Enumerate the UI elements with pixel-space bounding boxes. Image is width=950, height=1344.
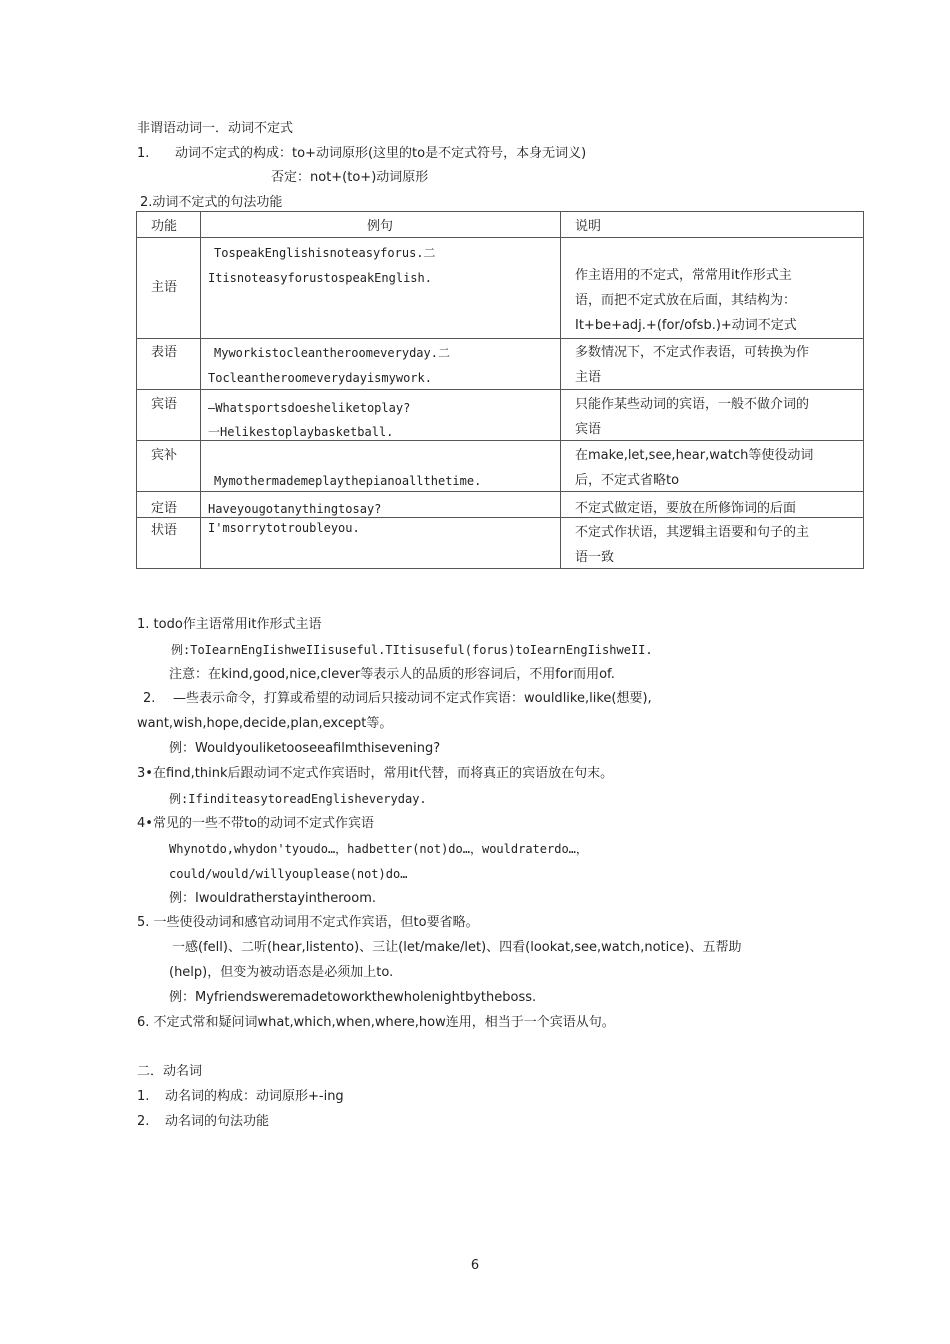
item-number: 2. xyxy=(143,691,156,706)
table-caption: 2.动词不定式的句法功能 xyxy=(140,195,283,210)
note-4-example: 例：Iwouldratherstayintheroom. xyxy=(169,891,376,906)
explanation-cell: 不定式作状语，其逻辑主语要和句子的主 语一致 xyxy=(561,518,864,569)
page-number: 6 xyxy=(470,1258,480,1273)
example-cell: Mymothermademeplaythepianoallthetime. xyxy=(201,441,561,492)
note-5-list: 一感(fell)、二听(hear,listento)、三让(let/make/let)、四看(lookat,see,watch,notice)、五帮助 xyxy=(172,940,742,955)
part-2-heading: 二．动名词 xyxy=(137,1064,203,1079)
note-1: 1. todo作主语常用it作形式主语 xyxy=(137,617,322,632)
note-6: 6. 不定式常和疑问词what,which,when,where,how连用，相当于一个宾语从句。 xyxy=(137,1015,615,1030)
function-cell: 宾补 xyxy=(137,441,201,492)
note-4-list-continued: could/would/willyouplease(not)do… xyxy=(169,867,408,881)
note-3-example: 例:IfinditeasytoreadEnglisheveryday. xyxy=(169,792,427,806)
note-4: 4•常见的一些不带to的动词不定式作宾语 xyxy=(137,816,374,831)
example-cell: TospeakEnglishisnoteasyforus.二 ItisnoteasyforustospeakEnglish. xyxy=(201,238,561,339)
header-function: 功能 xyxy=(137,212,201,238)
item-number: 1. xyxy=(137,146,150,161)
explanation-cell: 只能作某些动词的宾语，一般不做介词的 宾语 xyxy=(561,390,864,441)
table-row xyxy=(137,238,864,339)
table-row xyxy=(137,492,864,518)
example-cell: Haveyougotanythingtosay? xyxy=(201,492,561,518)
note-5: 5. 一些使役动词和感官动词用不定式作宾语，但to要省略。 xyxy=(137,915,479,930)
explanation-cell: 不定式做定语，要放在所修饰词的后面 xyxy=(561,492,864,518)
table-row xyxy=(137,441,864,492)
function-cell: 定语 xyxy=(137,492,201,518)
example-cell: I'msorrytotroubleyou. xyxy=(201,518,561,569)
explanation-cell: 在make,let,see,hear,watch等使役动词 后，不定式省略to xyxy=(561,441,864,492)
function-cell: 状语 xyxy=(137,518,201,569)
note-1-example: 例:ToIearnEngIishweIIisuseful.TItisuseful(forus)toIearnEngIishweII. xyxy=(171,643,653,657)
note-4-list: Whynotdo,whydon'tyoudo…，hadbetter(not)do…，wouldraterdo…， xyxy=(169,842,588,856)
note-2: —些表示命令，打算或希望的动词后只接动词不定式作宾语：wouldlike,like(想要), xyxy=(173,691,652,706)
part-2-item-2: 动名词的句法功能 xyxy=(165,1114,270,1129)
explanation-cell: 多数情况下，不定式作表语，可转换为作 主语 xyxy=(561,339,864,390)
part-2-item-1: 动名词的构成：动词原形+-ing xyxy=(165,1089,344,1104)
example-cell: Myworkistocleantheroomeveryday.二 Tocleantheroomeverydayismywork. xyxy=(201,339,561,390)
header-example: 例句 xyxy=(201,212,561,238)
header-explanation: 说明 xyxy=(561,212,864,238)
function-cell: 主语 xyxy=(137,238,201,339)
item-number: 2. xyxy=(137,1114,150,1129)
note-1-caution: 注意：在kind,good,nice,clever等表示人的品质的形容词后，不用for而用of. xyxy=(169,667,615,682)
table-row xyxy=(137,339,864,390)
section-heading: 非谓语动词一．动词不定式 xyxy=(137,121,294,136)
function-cell: 宾语 xyxy=(137,390,201,441)
table-header-row xyxy=(137,212,864,238)
note-2-continued: want,wish,hope,decide,plan,except等。 xyxy=(137,716,393,731)
grammar-function-table xyxy=(136,211,864,569)
definition-text: 动词不定式的构成：to+动词原形(这里的to是不定式符号，本身无词义) xyxy=(175,146,587,161)
note-5-list-continued: (help)，但变为被动语态是必须加上to. xyxy=(169,965,394,980)
note-3: 3•在find,think后跟动词不定式作宾语时，常用it代替，而将真正的宾语放在句末。 xyxy=(137,766,614,781)
note-2-example: 例：Wouldyouliketooseeafilmthisevening? xyxy=(169,741,441,756)
table-row xyxy=(137,390,864,441)
function-cell: 表语 xyxy=(137,339,201,390)
example-cell: —Whatsportsdoesheliketoplay? 一Helikestoplaybasketball. xyxy=(201,390,561,441)
negation-text: 否定：not+(to+)动词原形 xyxy=(271,170,429,185)
explanation-cell: 作主语用的不定式，常常用it作形式主 语，而把不定式放在后面，其结构为： It+be+adj.+(for/ofsb.)+动词不定式 xyxy=(561,238,864,339)
item-number: 1. xyxy=(137,1089,150,1104)
note-5-example: 例：Myfriendsweremadetoworkthewholenightbytheboss. xyxy=(169,990,537,1005)
table-row xyxy=(137,518,864,569)
